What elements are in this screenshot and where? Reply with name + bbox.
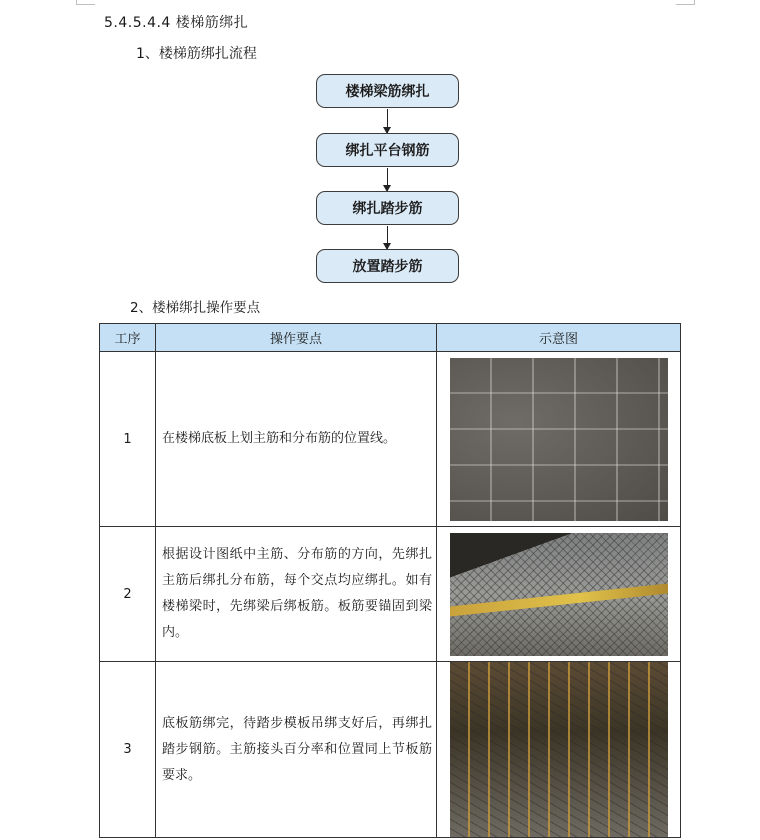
- step-number: 3: [100, 662, 156, 838]
- page-corner-mark: [76, 0, 95, 5]
- step-number: 1: [100, 352, 156, 527]
- table-header-row: [100, 324, 681, 352]
- rebar-mesh-photo: [450, 533, 668, 656]
- step-description: 在楼梯底板上划主筋和分布筋的位置线。: [156, 352, 437, 527]
- flow-step-box: 楼梯梁筋绑扎: [316, 74, 459, 108]
- operations-table: [99, 323, 681, 838]
- step-description: 根据设计图纸中主筋、分布筋的方向，先绑扎主筋后绑扎分布筋，每个交点均应绑扎。如有楼梯梁时，先绑梁后绑板筋。板筋要锚固到梁内。: [156, 527, 437, 662]
- diagram-cell: [437, 352, 681, 527]
- flow-step-box: 放置踏步筋: [316, 249, 459, 283]
- header-diagram: 示意图: [437, 324, 681, 352]
- flow-step-box: 绑扎平台钢筋: [316, 133, 459, 167]
- table-row: [100, 662, 681, 838]
- flow-step-box: 绑扎踏步筋: [316, 191, 459, 225]
- header-step: 工序: [100, 324, 156, 352]
- step-number: 2: [100, 527, 156, 662]
- header-operation: 操作要点: [156, 324, 437, 352]
- table-section-title: 2、楼梯绑扎操作要点: [130, 300, 261, 316]
- diagram-cell: [437, 527, 681, 662]
- stair-rebar-photo: [450, 662, 668, 837]
- flow-arrow: [387, 168, 388, 191]
- section-heading: 5.4.5.4.4 楼梯筋绑扎: [104, 15, 249, 31]
- flow-section-title: 1、楼梯筋绑扎流程: [136, 46, 257, 62]
- table-row: [100, 352, 681, 527]
- slab-marking-photo: [450, 358, 668, 521]
- page-corner-mark: [676, 0, 695, 5]
- flow-arrow: [387, 109, 388, 133]
- flow-arrow: [387, 226, 388, 249]
- step-description: 底板筋绑完，待踏步模板吊绑支好后，再绑扎踏步钢筋。主筋接头百分率和位置同上节板筋要求。: [156, 662, 437, 838]
- diagram-cell: [437, 662, 681, 838]
- table-row: [100, 527, 681, 662]
